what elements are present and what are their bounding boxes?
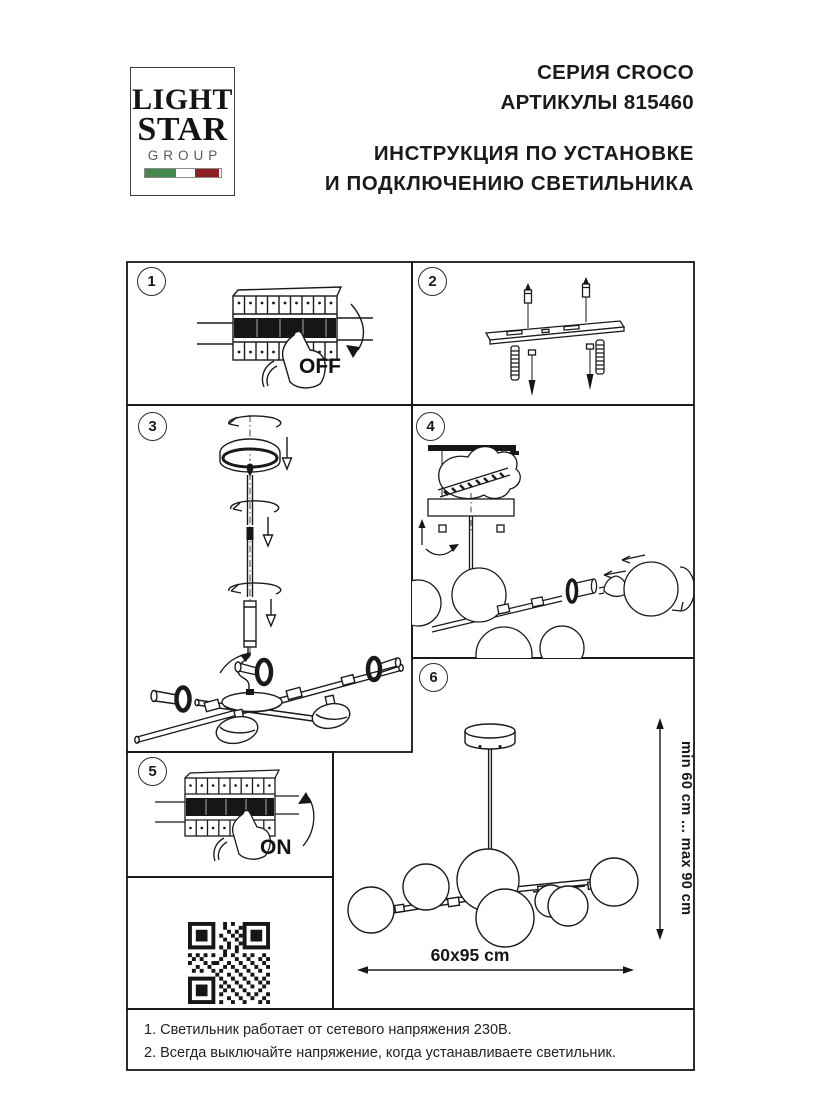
step-4-badge: 4 [416, 412, 445, 441]
canopy-mounting-illustration [412, 405, 694, 658]
series-title: СЕРИЯ CROCO [537, 61, 694, 84]
title-line-1: ИНСТРУКЦИЯ ПО УСТАНОВКЕ [373, 142, 694, 165]
step-6-badge: 6 [419, 663, 448, 692]
step-5-badge: 5 [138, 757, 167, 786]
on-label: ON [260, 836, 292, 859]
width-dimension-label: 60x95 cm [430, 945, 510, 965]
logo-word-star: STAR [137, 111, 228, 148]
article-number: АРТИКУЛЫ 815460 [500, 91, 694, 114]
step-1-badge: 1 [137, 267, 166, 296]
footer-notes [127, 1009, 694, 1070]
note-line-2: 2. Всегда выключайте напряжение, когда устанавливаете светильник. [144, 1045, 616, 1061]
note-line-1: 1. Светильник работает от сетевого напряжения 230В. [144, 1022, 512, 1038]
title-line-2: И ПОДКЛЮЧЕНИЮ СВЕТИЛЬНИКА [324, 172, 694, 195]
circuit-breaker-off-illustration [127, 262, 412, 405]
qr-code [188, 922, 270, 1004]
logo-word-group: GROUP [147, 148, 223, 163]
off-label: OFF [299, 355, 341, 378]
step-2-badge: 2 [418, 267, 447, 296]
height-dimension-label: min 60 cm ... max 90 cm [678, 741, 694, 916]
step-3-badge: 3 [138, 412, 167, 441]
mounting-bracket-illustration [412, 262, 694, 405]
logo-word-light: LIGHT [132, 83, 233, 116]
